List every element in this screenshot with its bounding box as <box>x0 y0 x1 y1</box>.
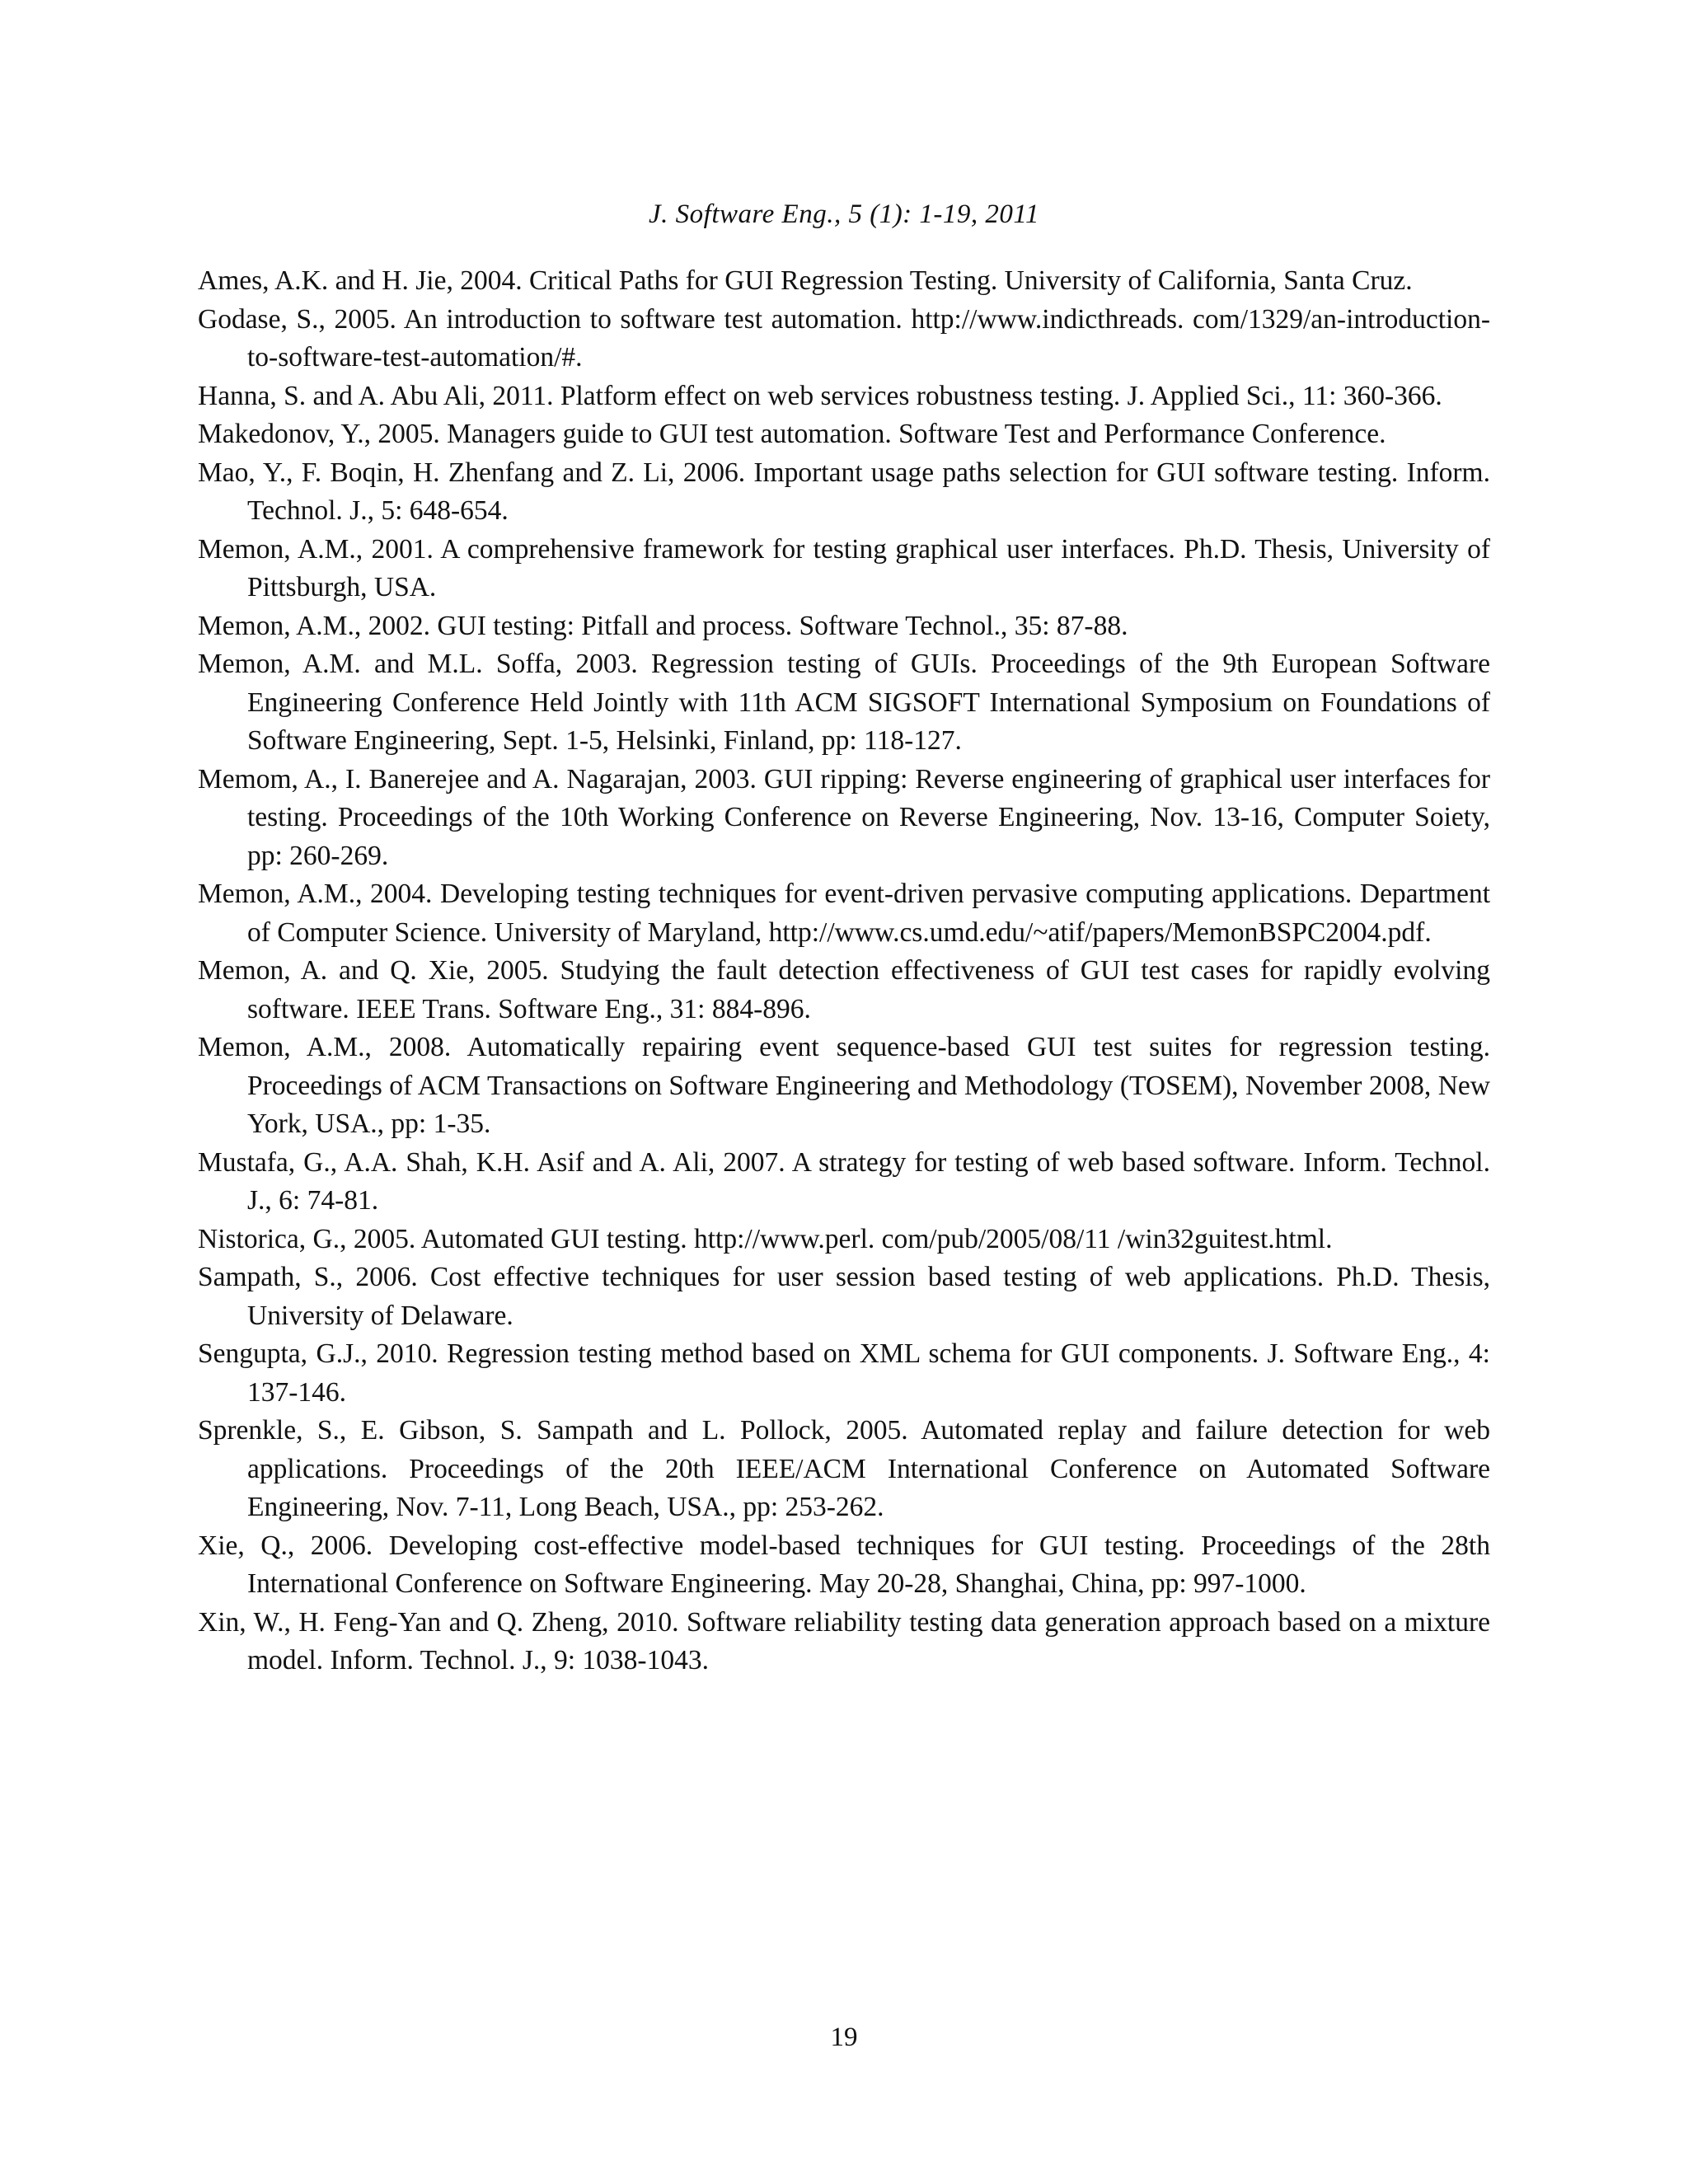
reference-entry: Makedonov, Y., 2005. Managers guide to GUI test automation. Software Test and Performance Conference. <box>198 419 1386 449</box>
reference-list <box>198 262 1490 1680</box>
page-number: 19 <box>830 2022 858 2052</box>
running-header: J. Software Eng., 5 (1): 1-19, 2011 <box>649 199 1039 229</box>
reference-entry: Memon, A.M., 2004. Developing testing techniques for event-driven pervasive computing applications. Department of Computer Science. University of Maryland, http://www.cs.umd.edu/~atif/papers/MemonBSPC2004.pdf. <box>198 879 1490 948</box>
reference-entry: Sprenkle, S., E. Gibson, S. Sampath and L. Pollock, 2005. Automated replay and failure detection for web applications. Proceedings of the 20th IEEE/ACM International Conference on Automated Software Engineering, Nov. 7-11, Long Beach, USA., pp: 253-262. <box>198 1415 1490 1522</box>
reference-entry: Sampath, S., 2006. Cost effective techniques for user session based testing of web applications. Ph.D. Thesis, University of Delaware. <box>198 1262 1490 1331</box>
reference-entry: Mao, Y., F. Boqin, H. Zhenfang and Z. Li, 2006. Important usage paths selection for GUI software testing. Inform. Technol. J., 5: 648-654. <box>198 457 1490 526</box>
reference-entry: Memon, A.M., 2002. GUI testing: Pitfall and process. Software Technol., 35: 87-88. <box>198 610 1128 641</box>
reference-entry: Hanna, S. and A. Abu Ali, 2011. Platform effect on web services robustness testing. J. Applied Sci., 11: 360-366. <box>198 380 1442 411</box>
reference-entry: Ames, A.K. and H. Jie, 2004. Critical Paths for GUI Regression Testing. University of California, Santa Cruz. <box>198 265 1413 296</box>
reference-entry: Mustafa, G., A.A. Shah, K.H. Asif and A. Ali, 2007. A strategy for testing of web based software. Inform. Technol. J., 6: 74-81. <box>198 1146 1490 1216</box>
reference-entry: Xin, W., H. Feng-Yan and Q. Zheng, 2010. Software reliability testing data generation approach based on a mixture model. Inform. Technol. J., 9: 1038-1043. <box>198 1606 1490 1675</box>
reference-entry: Memon, A.M., 2008. Automatically repairing event sequence-based GUI test suites for regression testing. Proceedings of ACM Transactions on Software Engineering and Methodology (TOSEM), November 2008, New York, USA., pp: 1-35. <box>198 1032 1490 1139</box>
reference-entry: Memon, A.M. and M.L. Soffa, 2003. Regression testing of GUIs. Proceedings of the 9th European Software Engineering Conference Held Jointly with 11th ACM SIGSOFT International Symposium on Foundations of Software Engineering, Sept. 1-5, Helsinki, Finland, pp: 118-127. <box>198 649 1490 756</box>
reference-entry: Memon, A.M., 2001. A comprehensive framework for testing graphical user interfaces. Ph.D. Thesis, University of Pittsburgh, USA. <box>198 533 1490 602</box>
reference-entry: Memom, A., I. Banerejee and A. Nagarajan, 2003. GUI ripping: Reverse engineering of graphical user interfaces for testing. Proceedings of the 10th Working Conference on Reverse Engineering, Nov. 13-16, Computer Soiety, pp: 260-269. <box>198 763 1490 871</box>
reference-entry: Xie, Q., 2006. Developing cost-effective model-based techniques for GUI testing. Proceedings of the 28th International Conference on Software Engineering. May 20-28, Shanghai, China, pp: 997-1000. <box>198 1530 1490 1599</box>
reference-entry: Memon, A. and Q. Xie, 2005. Studying the fault detection effectiveness of GUI test cases for rapidly evolving software. IEEE Trans. Software Eng., 31: 884-896. <box>198 955 1490 1024</box>
reference-entry: Nistorica, G., 2005. Automated GUI testing. http://www.perl. com/pub/2005/08/11 /win32guitest.html. <box>198 1223 1333 1254</box>
reference-entry: Sengupta, G.J., 2010. Regression testing method based on XML schema for GUI components. J. Software Eng., 4: 137-146. <box>198 1338 1490 1408</box>
reference-entry: Godase, S., 2005. An introduction to software test automation. http://www.indicthreads. com/1329/an-introduction-to-software-test-automation/#. <box>198 303 1490 373</box>
